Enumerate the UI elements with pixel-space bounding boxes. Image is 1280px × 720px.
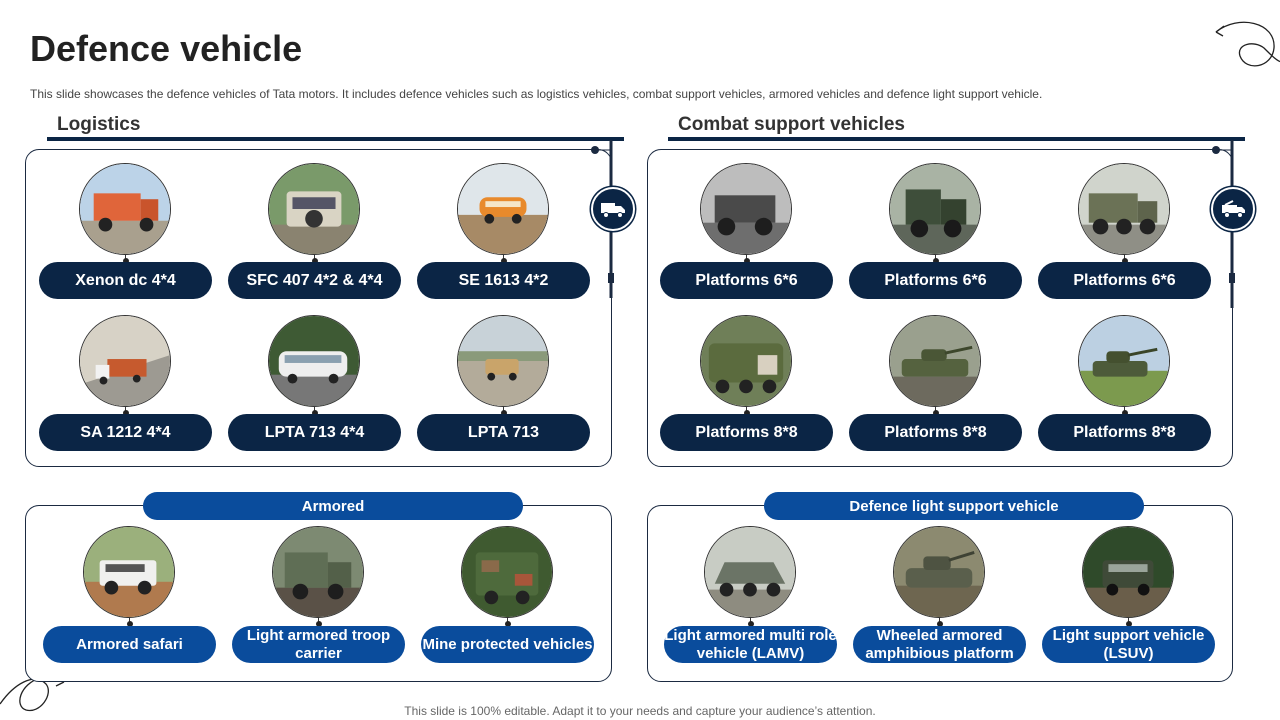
logistics-item-5: LPTA 713 4*4 bbox=[228, 414, 401, 451]
light-support-item-3: Light support vehicle (LSUV) bbox=[1042, 626, 1215, 663]
logistics-photo-2 bbox=[268, 163, 360, 255]
combat-photo-1 bbox=[700, 163, 792, 255]
logistics-stem-3 bbox=[503, 255, 504, 261]
logistics-photo-5 bbox=[268, 315, 360, 407]
combat-heading: Combat support vehicles bbox=[678, 114, 905, 135]
light-support-photo-2 bbox=[893, 526, 985, 618]
logistics-heading: Logistics bbox=[57, 114, 141, 135]
combat-stem-2 bbox=[935, 255, 936, 261]
light-support-stem-3 bbox=[1128, 618, 1129, 624]
logistics-item-1: Xenon dc 4*4 bbox=[39, 262, 212, 299]
combat-photo-2 bbox=[889, 163, 981, 255]
armored-photo-3 bbox=[461, 526, 553, 618]
logistics-stem-5 bbox=[314, 407, 315, 413]
logistics-photo-4 bbox=[79, 315, 171, 407]
footer-note: This slide is 100% editable. Adapt it to your needs and capture your audience’s attention. bbox=[404, 704, 876, 718]
logistics-item-4: SA 1212 4*4 bbox=[39, 414, 212, 451]
light-support-stem-1 bbox=[750, 618, 751, 624]
logistics-photo-1 bbox=[79, 163, 171, 255]
combat-item-5: Platforms 8*8 bbox=[849, 414, 1022, 451]
armored-photo-1 bbox=[83, 526, 175, 618]
logistics-item-3: SE 1613 4*2 bbox=[417, 262, 590, 299]
combat-photo-3 bbox=[1078, 163, 1170, 255]
combat-stem-6 bbox=[1124, 407, 1125, 413]
combat-item-3: Platforms 6*6 bbox=[1038, 262, 1211, 299]
page-subtitle: This slide showcases the defence vehicles of Tata motors. It includes defence vehicles such as logistics vehicles, combat support vehicles, armored vehicles and defence light support vehicle. bbox=[30, 87, 1043, 101]
armored-item-1: Armored safari bbox=[43, 626, 216, 663]
light-support-item-1: Light armored multi role vehicle (LAMV) bbox=[664, 626, 837, 662]
military-truck-icon bbox=[1211, 187, 1255, 231]
combat-item-2: Platforms 6*6 bbox=[849, 262, 1022, 299]
light-support-stem-2 bbox=[939, 618, 940, 624]
combat-stem-4 bbox=[746, 407, 747, 413]
combat-item-6: Platforms 8*8 bbox=[1038, 414, 1211, 451]
combat-connector bbox=[1206, 138, 1246, 338]
logistics-stem-4 bbox=[125, 407, 126, 413]
light-support-item-2: Wheeled armored amphibious platform bbox=[853, 626, 1026, 663]
armored-photo-2 bbox=[272, 526, 364, 618]
combat-stem-1 bbox=[746, 255, 747, 261]
combat-item-1: Platforms 6*6 bbox=[660, 262, 833, 299]
logistics-item-6: LPTA 713 bbox=[417, 414, 590, 451]
logistics-rule bbox=[47, 137, 624, 141]
light-support-heading: Defence light support vehicle bbox=[764, 492, 1144, 520]
armored-heading: Armored bbox=[143, 492, 523, 520]
armored-stem-1 bbox=[129, 618, 130, 624]
logistics-photo-6 bbox=[457, 315, 549, 407]
curly-arrow-decoration-top bbox=[1208, 18, 1280, 72]
logistics-stem-6 bbox=[503, 407, 504, 413]
combat-rule bbox=[668, 137, 1245, 141]
armored-item-3: Mine protected vehicles bbox=[421, 626, 594, 663]
truck-icon bbox=[591, 187, 635, 231]
combat-stem-3 bbox=[1124, 255, 1125, 261]
light-support-photo-3 bbox=[1082, 526, 1174, 618]
combat-photo-4 bbox=[700, 315, 792, 407]
armored-item-2: Light armored troop carrier bbox=[232, 626, 405, 663]
logistics-item-2: SFC 407 4*2 & 4*4 bbox=[228, 262, 401, 299]
armored-stem-2 bbox=[318, 618, 319, 624]
logistics-stem-1 bbox=[125, 255, 126, 261]
combat-item-4: Platforms 8*8 bbox=[660, 414, 833, 451]
combat-stem-5 bbox=[935, 407, 936, 413]
combat-photo-6 bbox=[1078, 315, 1170, 407]
combat-photo-5 bbox=[889, 315, 981, 407]
armored-stem-3 bbox=[507, 618, 508, 624]
logistics-stem-2 bbox=[314, 255, 315, 261]
light-support-photo-1 bbox=[704, 526, 796, 618]
logistics-photo-3 bbox=[457, 163, 549, 255]
page-title: Defence vehicle bbox=[30, 28, 303, 69]
logistics-connector bbox=[585, 138, 625, 338]
